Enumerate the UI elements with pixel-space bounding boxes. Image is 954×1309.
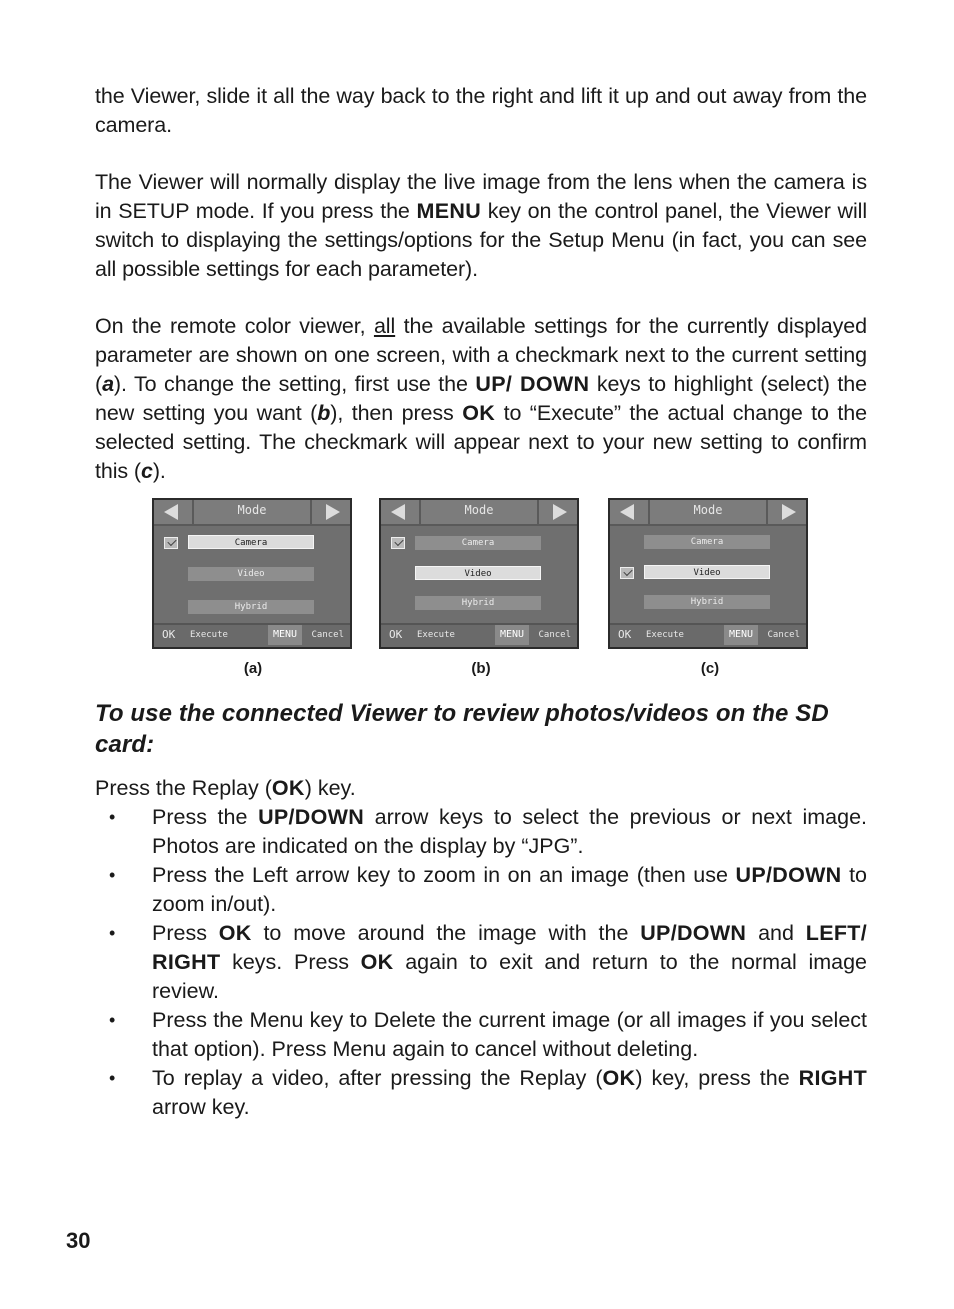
text-run: and <box>746 921 806 945</box>
cancel-label: Cancel <box>767 630 800 640</box>
left-arrow-icon <box>391 504 405 520</box>
replay-intro <box>95 774 867 803</box>
bullet-icon: • <box>109 1010 116 1030</box>
text-run: keys to highlight (select) the new setting you want ( <box>95 372 867 425</box>
screen-header <box>610 500 806 526</box>
menu-label: MENU <box>495 625 529 645</box>
execute-label: Execute <box>190 630 228 640</box>
text-run: again to exit and return to the normal image review. <box>152 950 867 1003</box>
text-run: Press the <box>152 805 259 829</box>
screen-title: Mode <box>464 503 494 517</box>
text-run: Press the Menu key to Delete the current image (or all images if you select that option). Press Menu again to cancel without deleting. <box>152 1008 867 1061</box>
screen-footer <box>610 623 806 647</box>
key-label: UP/DOWN <box>258 805 365 829</box>
option-camera: Camera <box>644 535 770 549</box>
text-run: The Viewer will normally display the live image from the lens when the camera is in SETUP mode. If you press the <box>95 170 867 223</box>
text-run: ) key. <box>304 776 356 800</box>
figure-ref-b: b <box>317 401 331 425</box>
page-number: 30 <box>66 1228 91 1253</box>
text-run: Press <box>152 921 219 945</box>
paragraph-text: the Viewer, slide it all the way back to the right and lift it up and out away from the camera. <box>95 84 867 137</box>
list-item <box>95 861 867 919</box>
screen-footer <box>154 623 350 647</box>
cancel-label: Cancel <box>311 630 344 640</box>
viewer-screen-a <box>152 498 352 649</box>
text-run: to zoom in/out). <box>152 863 868 916</box>
option-hybrid: Hybrid <box>644 595 770 609</box>
text-run: ). To change the setting, first use the <box>113 372 476 396</box>
menu-label: MENU <box>268 625 302 645</box>
key-label: OK <box>360 950 394 974</box>
option-camera: Camera <box>188 535 314 549</box>
right-arrow-icon <box>782 504 796 520</box>
text-run: key on the control panel, the Viewer will switch to displaying the settings/options for the Setup Menu (in fact, you can see all possible settings for each parameter). <box>95 199 867 281</box>
page-body <box>95 82 867 1122</box>
ok-key-label: OK <box>271 776 305 800</box>
screen-title: Mode <box>693 503 723 517</box>
text-run: ), then press <box>330 401 463 425</box>
list-item <box>95 1064 867 1122</box>
paragraph-change-setting <box>95 312 867 486</box>
list-item <box>95 803 867 861</box>
text-run: keys. Press <box>220 950 361 974</box>
list-item <box>95 1006 867 1064</box>
updown-key-label: UP/ DOWN <box>475 372 590 396</box>
right-arrow-icon <box>553 504 567 520</box>
key-label: UP/DOWN <box>640 921 747 945</box>
key-label: UP/DOWN <box>735 863 842 887</box>
caption-c: (c) <box>700 660 720 677</box>
list-item <box>95 919 867 1006</box>
divider <box>766 500 768 524</box>
right-arrow-icon <box>326 504 340 520</box>
bullet-icon: • <box>109 807 116 827</box>
key-label: RIGHT <box>798 1066 868 1090</box>
text-run: arrow keys to select the previous or next image. Photos are indicated on the display by “JPG”. <box>152 805 868 858</box>
divider <box>537 500 539 524</box>
execute-label: Execute <box>646 630 684 640</box>
section-heading: To use the connected Viewer to review photos/videos on the SD card: <box>95 700 829 758</box>
screen-footer <box>381 623 577 647</box>
figure-ref-a: a <box>102 372 114 396</box>
text-run: to “Execute” the actual change to the selected setting. The checkmark will appear next to your new setting to confirm this ( <box>95 401 867 483</box>
screen-header <box>381 500 577 526</box>
text-run: to move around the image with the <box>251 921 641 945</box>
caption-b: (b) <box>471 660 491 677</box>
checkmark-icon <box>391 537 405 549</box>
viewer-screens-figure <box>95 498 867 698</box>
option-video: Video <box>188 567 314 581</box>
checkmark-icon <box>620 567 634 579</box>
screen-header <box>154 500 350 526</box>
option-video: Video <box>415 566 541 580</box>
menu-label: MENU <box>724 625 758 645</box>
text-run: Press the Replay ( <box>95 776 272 800</box>
ok-label: OK <box>389 628 403 641</box>
text-run: the available settings for the currently displayed parameter are shown on one screen, with a checkmark next to the current setting ( <box>95 314 867 396</box>
text-run: On the remote color viewer, <box>95 314 374 338</box>
option-video: Video <box>644 565 770 579</box>
key-label: LEFT/ RIGHT <box>152 921 867 974</box>
underlined-all: all <box>373 314 396 338</box>
screen-title: Mode <box>237 503 267 517</box>
key-label: OK <box>602 1066 636 1090</box>
left-arrow-icon <box>620 504 634 520</box>
text-run: arrow key. <box>152 1095 250 1119</box>
ok-label: OK <box>162 628 176 641</box>
divider <box>310 500 312 524</box>
option-hybrid: Hybrid <box>188 600 314 614</box>
bullet-icon: • <box>109 865 116 885</box>
cancel-label: Cancel <box>538 630 571 640</box>
option-hybrid: Hybrid <box>415 596 541 610</box>
replay-instructions-list <box>95 803 867 1122</box>
bullet-icon: • <box>109 1068 116 1088</box>
execute-label: Execute <box>417 630 455 640</box>
viewer-screen-c <box>608 498 808 649</box>
caption-a: (a) <box>243 660 263 677</box>
figure-ref-c: c <box>141 459 153 483</box>
bullet-icon: • <box>109 923 116 943</box>
paragraph-viewer-removal <box>95 82 867 140</box>
text-run: ). <box>152 459 166 483</box>
left-arrow-icon <box>164 504 178 520</box>
paragraph-viewer-display <box>95 168 867 284</box>
key-label: OK <box>218 921 252 945</box>
menu-key-label: MENU <box>416 199 482 223</box>
text-run: To replay a video, after pressing the Replay ( <box>152 1066 603 1090</box>
ok-label: OK <box>618 628 632 641</box>
viewer-screen-b <box>379 498 579 649</box>
checkmark-icon <box>164 537 178 549</box>
text-run: ) key, press the <box>635 1066 799 1090</box>
text-run: Press the Left arrow key to zoom in on an image (then use <box>152 863 736 887</box>
option-camera: Camera <box>415 536 541 550</box>
ok-key-label: OK <box>462 401 496 425</box>
